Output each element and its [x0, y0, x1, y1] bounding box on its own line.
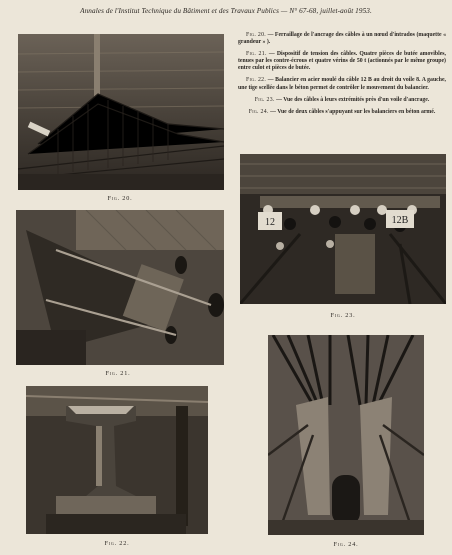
caption-fig-24: Fig. 24. — Vue de deux câbles s'appuyant sur les balanciers en béton armé.	[248, 108, 436, 115]
fig-24-label: Fig. 24.	[333, 541, 359, 548]
fig-22-label: Fig. 22.	[104, 540, 130, 547]
photo-fig-20	[18, 34, 224, 190]
caption-fig-20: Fig. 20. — Ferraillage de l'ancrage des câbles à un nœud d'intrados (maquette « grandeur » ).	[238, 32, 446, 46]
running-head: Annales de l'Institut Technique du Bâtiment et des Travaux Publics — N° 67-68, juillet-août 1953.	[80, 7, 372, 15]
fig-21-label: Fig. 21.	[105, 370, 131, 377]
caption-fig-22: Fig. 22. — Balancier en acier moulé du câble 12 B au droit du voile 8. A gauche, une tige scellée dans le béton permet de contrôler le mouvement du balancier.	[238, 77, 446, 91]
fig-20-label: Fig. 20.	[107, 195, 133, 202]
figure-captions	[238, 32, 446, 121]
photo-fig-23	[240, 154, 446, 304]
photo-fig-21	[16, 210, 224, 365]
fig-23-label: Fig. 23.	[330, 312, 356, 319]
plate-12b: 12B	[391, 215, 409, 226]
photo-fig-24	[268, 335, 424, 535]
caption-fig-23: Fig. 23. — Vue des câbles à leurs extrémités près d'un voile d'ancrage.	[254, 96, 430, 103]
caption-fig-21: Fig. 21. — Dispositif de tension des câbles. Quatre pièces de butée amovibles, tenues par les contre-écrous et quatre vérins de 50 t (actionnés par le même groupe) entre culot et pièces de butée.	[238, 51, 446, 72]
plate-12: 12	[265, 217, 275, 228]
photo-fig-22	[26, 386, 208, 534]
